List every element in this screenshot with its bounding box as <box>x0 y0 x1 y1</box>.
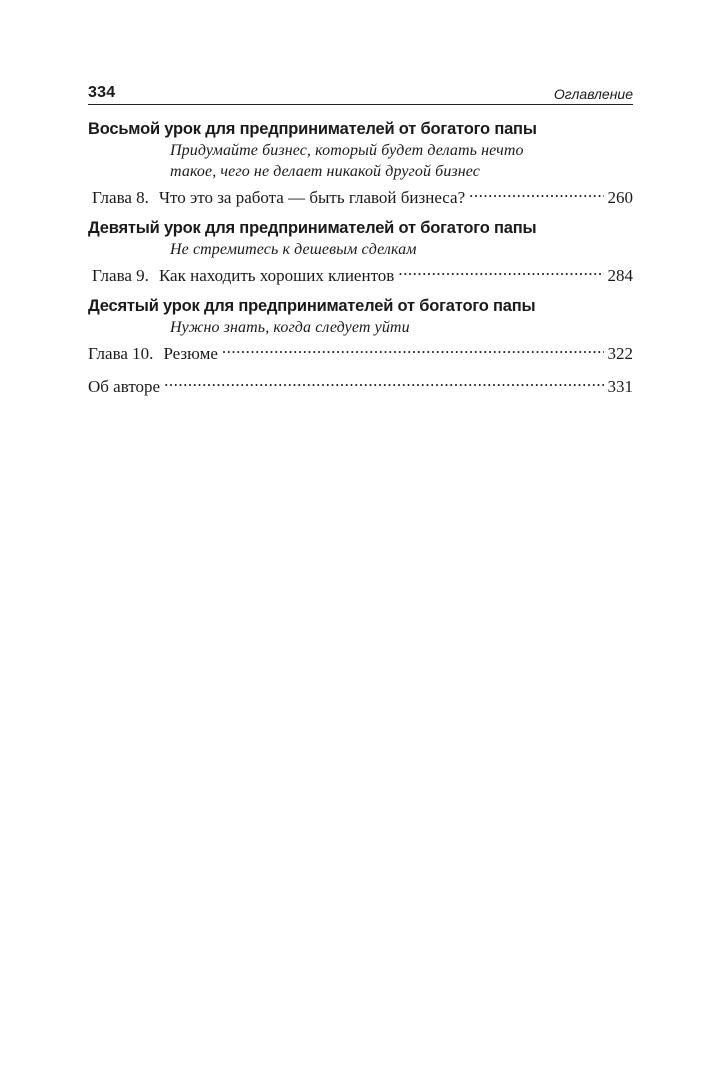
lesson-subtitle-line: такое, чего не делает никакой другой бизнес <box>170 163 480 180</box>
toc-entry-chapter-8[interactable] <box>88 186 633 209</box>
lesson-subtitle-line: Придумайте бизнес, который будет делать нечто <box>170 142 524 159</box>
chapter-page-number: 322 <box>607 344 633 363</box>
lesson-heading: Восьмой урок для предпринимателей от богатого папы <box>88 120 537 138</box>
section-title: Оглавление <box>553 86 633 102</box>
lesson-subtitle-line: Не стремитесь к дешевым сделкам <box>170 241 417 258</box>
chapter-label: Глава 8. <box>92 188 149 207</box>
lesson-heading: Десятый урок для предпринимателей от богатого папы <box>88 297 536 315</box>
chapter-label: Глава 10. <box>88 344 154 363</box>
table-of-contents <box>88 119 633 398</box>
lesson-10 <box>88 296 633 365</box>
lesson-subtitle-line: Нужно знать, когда следует уйти <box>170 319 410 336</box>
lesson-8 <box>88 119 633 209</box>
about-author-page-number: 331 <box>607 377 633 396</box>
chapter-title: Как находить хороших клиентов <box>158 266 395 285</box>
chapter-page-number: 284 <box>607 266 633 285</box>
dot-leader <box>164 375 603 392</box>
page-number: 334 <box>88 84 116 101</box>
dot-leader <box>469 186 603 203</box>
chapter-title: Что это за работа — быть главой бизнеса? <box>158 188 466 207</box>
book-page <box>88 0 633 1080</box>
toc-entry-chapter-9[interactable] <box>88 264 633 287</box>
toc-entry-chapter-10[interactable] <box>88 342 633 365</box>
dot-leader <box>222 342 604 359</box>
lesson-heading: Девятый урок для предпринимателей от богатого папы <box>88 219 537 237</box>
chapter-page-number: 260 <box>607 188 633 207</box>
toc-entry-about-author[interactable] <box>88 375 633 398</box>
chapter-label: Глава 9. <box>92 266 149 285</box>
lesson-9 <box>88 218 633 287</box>
chapter-title: Резюме <box>163 344 218 363</box>
running-head <box>88 84 633 105</box>
about-author-title: Об авторе <box>88 377 161 396</box>
dot-leader <box>398 264 603 281</box>
